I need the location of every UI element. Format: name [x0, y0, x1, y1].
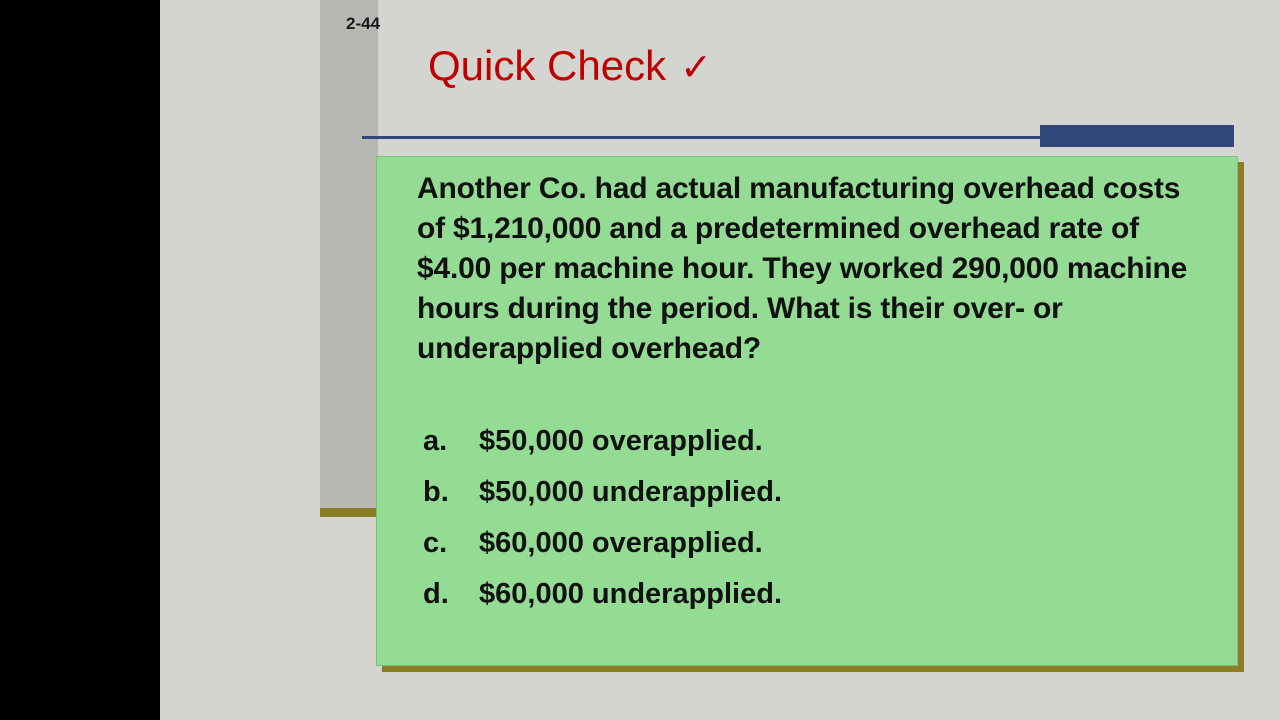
answer-choice-d[interactable] [423, 578, 1213, 611]
title-divider-endcap [1040, 125, 1234, 147]
left-decorative-band [320, 0, 381, 516]
answer-choice-a-key: a. [423, 425, 448, 457]
page-title [428, 42, 712, 90]
answer-choice-c-label: $60,000 overapplied. [479, 527, 763, 559]
answer-choice-c-key: c. [423, 527, 448, 559]
answer-choice-b[interactable] [423, 476, 1213, 509]
page-title-text: Quick Check [428, 42, 667, 89]
answer-choice-d-label: $60,000 underapplied. [479, 578, 783, 610]
answer-choice-a[interactable] [423, 425, 1213, 458]
answer-choice-d-key: d. [423, 578, 449, 610]
content-panel [376, 156, 1238, 666]
left-accent-bar [320, 508, 378, 517]
answer-choice-b-label: $50,000 underapplied. [479, 476, 783, 508]
slide-number: 2-44 [346, 14, 381, 33]
answer-choice-c[interactable] [423, 527, 1213, 560]
checkmark-icon: ✓ [680, 47, 712, 89]
slide-canvas [160, 0, 1280, 720]
answer-choice-list [423, 425, 1213, 629]
answer-choice-a-label: $50,000 overapplied. [479, 425, 763, 457]
question-text: Another Co. had actual manufacturing overhead costs of $1,210,000 and a predetermined overhead rate of $4.00 per machine hour. They worked 290,000 machine hours during the period. What is their over- or underapplied overhead? [417, 172, 1188, 365]
answer-choice-b-key: b. [423, 476, 449, 508]
